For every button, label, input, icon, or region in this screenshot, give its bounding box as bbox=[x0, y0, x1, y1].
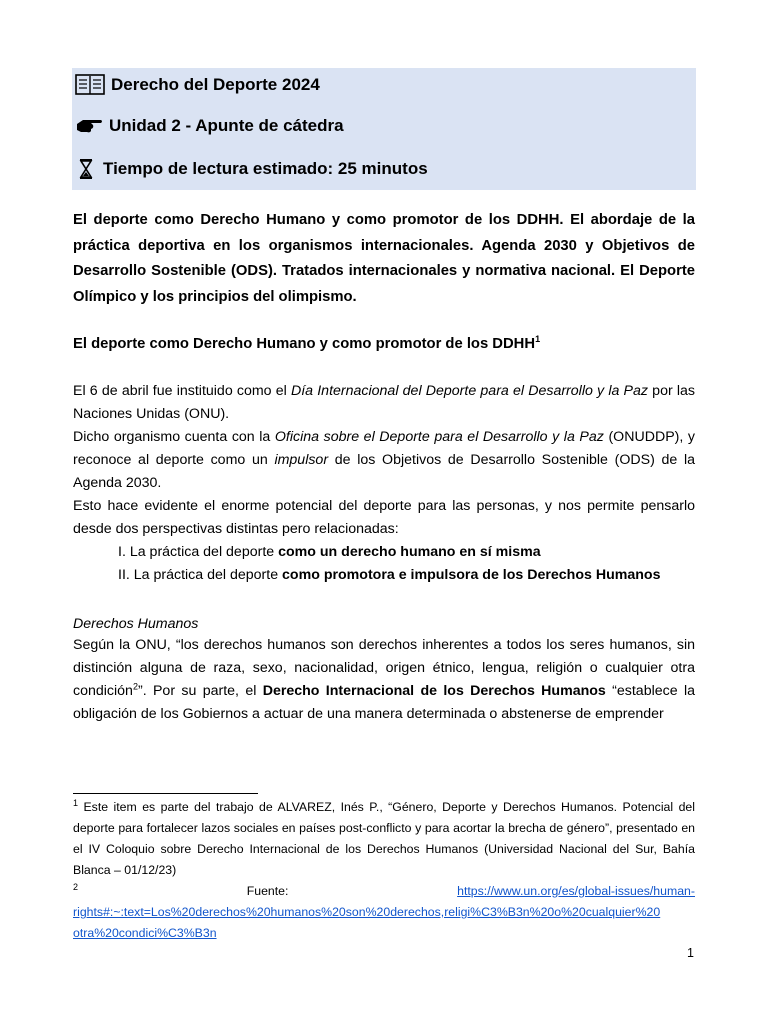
bold-span: como un derecho humano en sí misma bbox=[278, 544, 541, 560]
text-span: ”. Por su parte, el bbox=[137, 683, 263, 699]
text-span: I. La práctica del deporte bbox=[118, 544, 279, 560]
source-link[interactable]: rights#:~:text=Los%20derechos%20humanos%20son%20derechos,religi%C3%B3n%20o%20cualquier%20 bbox=[73, 905, 661, 919]
text-span: Según la ONU, “los derechos humanos son derechos inherentes a todos los seres humanos, sin distinción alguna de raza, sexo, nacionalidad, origen étnico, lengua, religión o cualquier otra condición bbox=[73, 637, 695, 699]
text-span: II. La práctica del deporte bbox=[118, 567, 283, 583]
bold-span: como promotora e impulsora de los Derechos Humanos bbox=[282, 567, 661, 583]
footnote-source-label: Fuente: bbox=[246, 884, 289, 898]
list-item bbox=[73, 564, 695, 587]
human-rights-paragraph bbox=[73, 634, 695, 726]
footnote-text: Este item es parte del trabajo de ALVAREZ, Inés P., “Género, Deporte y Derechos Humanos. Potencial del deporte para fortalecer lazos sociales en países post-conflicto y para acortar la brecha de género”, presentado en el IV Coloquio sobre Derecho Internacional de los Derechos Humanos (Universidad Nacional del Sur, Bahía Blanca – 01/12/23) bbox=[73, 800, 695, 877]
list-item bbox=[73, 541, 695, 564]
footnote-mark: 1 bbox=[73, 797, 79, 808]
paragraph-day bbox=[73, 380, 695, 426]
text-span: Dicho organismo cuenta con la bbox=[73, 429, 275, 445]
body-section-1 bbox=[73, 380, 695, 587]
book-icon bbox=[75, 74, 105, 96]
footnote-mark bbox=[73, 881, 78, 902]
italic-span: Oficina sobre el Deporte para el Desarrollo y la Paz bbox=[274, 429, 604, 445]
text-span: (ONUDDP), y reconoce al deporte como un bbox=[73, 429, 695, 468]
human-rights-title: Derechos Humanos bbox=[73, 616, 199, 632]
section-title bbox=[73, 336, 540, 352]
italic-span: Día Internacional del Deporte para el Desarrollo y la Paz bbox=[290, 383, 648, 399]
source-link[interactable]: otra%20condici%C3%B3n bbox=[73, 926, 217, 940]
paragraph-office bbox=[73, 426, 695, 495]
footnote-ref-2[interactable]: 2 bbox=[132, 681, 138, 692]
text-span: El 6 de abril fue instituido como el bbox=[73, 383, 291, 399]
pointing-hand-icon bbox=[75, 116, 103, 136]
reading-time-row bbox=[75, 158, 428, 180]
reading-time: Tiempo de lectura estimado: 25 minutos bbox=[103, 159, 428, 178]
footnote-separator bbox=[73, 793, 258, 794]
page-number: 1 bbox=[687, 946, 694, 960]
bold-span: Derecho Internacional de los Derechos Humanos bbox=[262, 683, 606, 699]
unit-title-row bbox=[75, 116, 344, 136]
intro-paragraph: El deporte como Derecho Humano y como promotor de los DDHH. El abordaje de la práctica deportiva en los organismos internacionales. Agenda 2030 y Objetivos de Desarrollo Sostenible (ODS). Tratados internacionales y normativa nacional. El Deporte Olímpico y los principios del olimpismo. bbox=[73, 212, 695, 305]
text-span: por las Naciones Unidas (ONU). bbox=[73, 383, 695, 422]
footnote-2-link-cont bbox=[73, 923, 695, 944]
italic-span: impulsor bbox=[274, 452, 329, 468]
source-link[interactable]: https://www.un.org/es/global-issues/human- bbox=[457, 884, 695, 898]
section-title-text: El deporte como Derecho Humano y como promotor de los DDHH bbox=[73, 336, 536, 352]
text-span: de los Objetivos de Desarrollo Sostenible (ODS) de la Agenda 2030. bbox=[73, 452, 695, 491]
header-box bbox=[72, 68, 696, 190]
unit-title: Unidad 2 - Apunte de cátedra bbox=[109, 116, 344, 135]
footnote-2 bbox=[73, 881, 695, 902]
footnotes bbox=[73, 797, 695, 944]
footnote-mark-num: 2 bbox=[73, 881, 79, 892]
footnote-1 bbox=[73, 797, 695, 881]
text-span: “establece la obligación de los Gobiernos a actuar de una manera determinada o abstenerse de emprender bbox=[73, 683, 695, 722]
course-title-row bbox=[75, 74, 320, 96]
hourglass-icon bbox=[75, 158, 97, 180]
footnote-ref-1[interactable]: 1 bbox=[535, 334, 541, 345]
course-title: Derecho del Deporte 2024 bbox=[111, 75, 320, 94]
paragraph-potential: Esto hace evidente el enorme potencial del deporte para las personas, y nos permite pensarlo desde dos perspectivas distintas pero relacionadas: bbox=[73, 498, 695, 537]
footnote-2-link-cont bbox=[73, 902, 695, 923]
